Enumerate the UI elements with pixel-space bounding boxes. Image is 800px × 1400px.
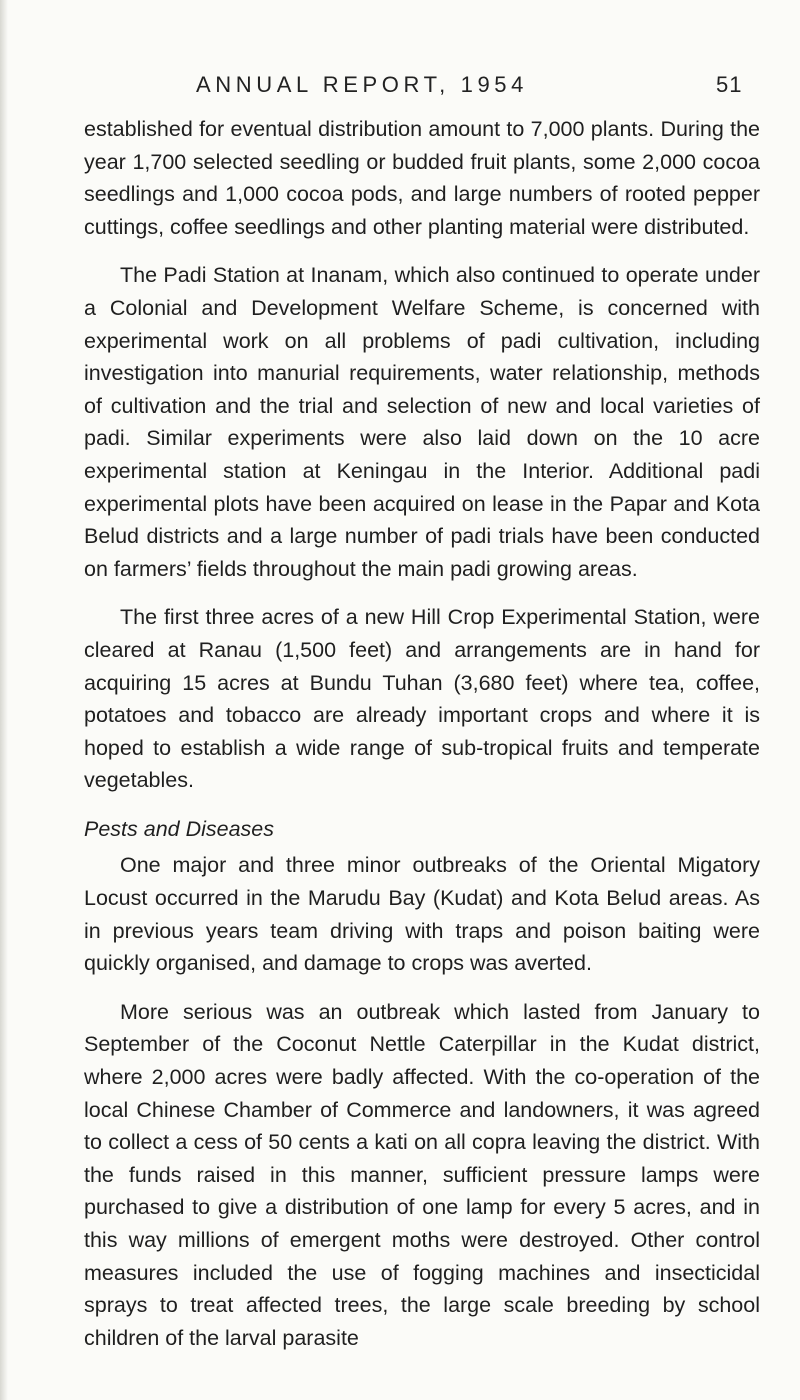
report-title: ANNUAL REPORT, 1954: [196, 72, 528, 97]
paragraph-continuation: established for eventual distribution amount to 7,000 plants. During the year 1,700 selected seedling or budded fruit plants, some 2,000 cocoa seedlings and 1,000 cocoa pods, and large numbers of rooted pepper cuttings, coffee seedlings and other planting material were distributed.: [84, 117, 760, 239]
paragraph-caterpillar-outbreak: More serious was an outbreak which lasted from January to September of the Coconut Nettle Caterpillar in the Kudat district, where 2,000 acres were badly affected. With the co-operation of the local Chinese Chamber of Commerce and landowners, it was agreed to collect a cess of 50 cents a kati on all copra leaving the district. With the funds raised in this manner, sufficient pressure lamps were purchased to give a distribution of one lamp for every 5 acres, and in this way millions of emergent moths were destroyed. Other control measures included the use of fogging machines and insecticidal sprays to treat affected trees, the large scale breeding by school children of the larval parasite: [84, 999, 760, 1350]
paragraph-hill-crop-station: The first three acres of a new Hill Crop Experimental Station, were cleared at Ranau (1,500 feet) and arrangements are in hand for acquiring 15 acres at Bundu Tuhan (3,680 feet) where tea, coffee, potatoes and tobacco are already important crops and where it is hoped to establish a wide range of sub-tropical fruits and temperate vegetables.: [84, 605, 760, 793]
page-number: 51: [716, 72, 743, 97]
paragraph-padi-station: The Padi Station at Inanam, which also continued to operate under a Colonial and Development Welfare Scheme, is concerned with experimental work on all problems of padi cultivation, including investigation into manurial requirements, water relationship, methods of cultivation and the trial and selection of new and local varieties of padi. Similar experiments were also laid down on the 10 acre experimental station at Keningau in the Interior. Additional padi experimental plots have been acquired on lease in the Papar and Kota Belud districts and a large number of padi trials have been conducted on farmers’ fields throughout the main padi growing areas.: [84, 263, 760, 581]
body-text: [84, 113, 760, 1354]
section-heading-pests: Pests and Diseases: [84, 816, 275, 841]
binding-shadow: [0, 0, 8, 1400]
paragraph-locust-outbreak: One major and three minor outbreaks of the Oriental Migatory Locust occurred in the Marudu Bay (Kudat) and Kota Belud areas. As in previous years team driving with traps and poison baiting were quickly organised, and damage to crops was averted.: [84, 853, 760, 976]
running-header: [0, 72, 800, 102]
